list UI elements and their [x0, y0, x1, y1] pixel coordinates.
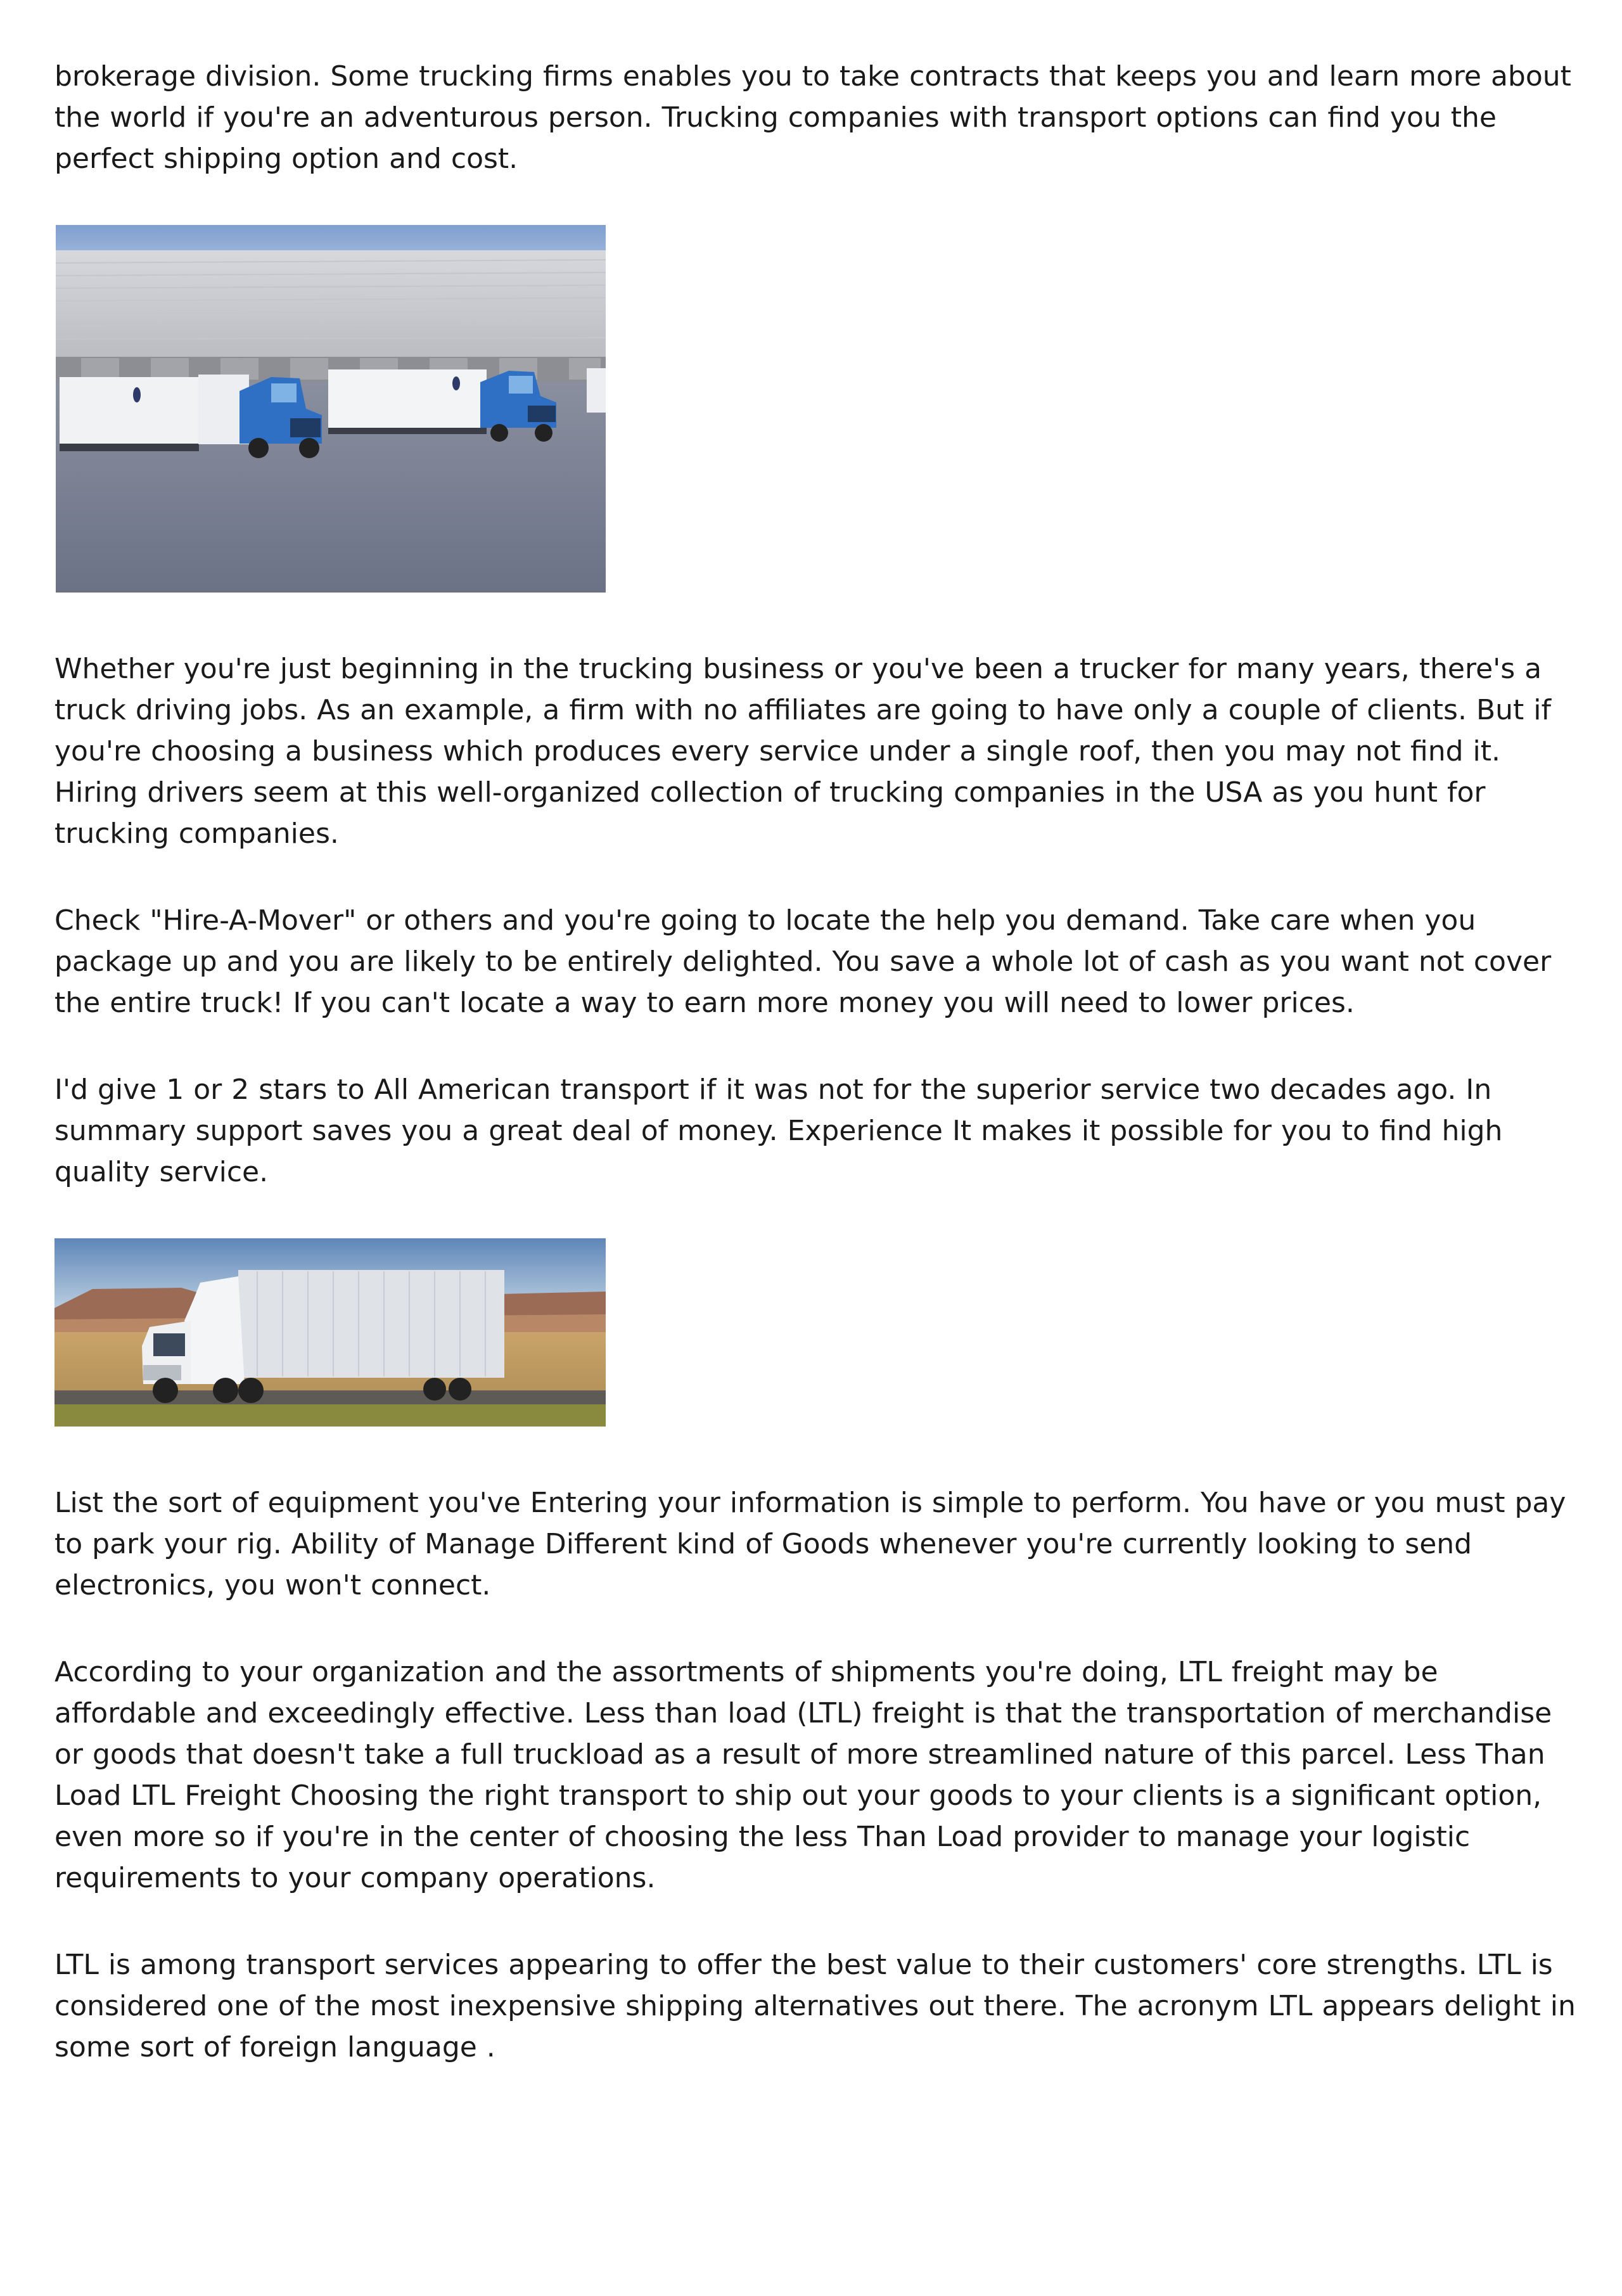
paragraph-2: Whether you're just beginning in the trucking business or you've been a trucker for many years, there's a truck driving jobs. As an example, a firm with no affiliates are going to have only a couple of clients. But if you're choosing a business which produces every service under a single roof, then you may not find it. Hiring drivers seem at this well-organized collection of trucking companies in the USA as you hunt for trucking companies. [54, 653, 1551, 850]
paragraph-4: I'd give 1 or 2 stars to All American transport if it was not for the superior service two decades ago. In summary support saves you a great deal of money. Experience It makes it possible for you to find high quality service. [54, 1074, 1503, 1188]
paragraph-5: List the sort of equipment you've Entering your information is simple to perform. You have or you must pay to park your rig. Ability of Manage Different kind of Goods whenever you're currently looking to send electronics, you won't connect. [54, 1487, 1566, 1601]
paragraph-7: LTL is among transport services appearing to offer the best value to their customers' core strengths. LTL is considered one of the most inexpensive shipping alternatives out there. The acronym LTL appears delight in some sort of foreign language . [54, 1949, 1576, 2063]
loading-dock-trucks-photo [56, 225, 606, 593]
highway-truck-photo [54, 1238, 606, 1427]
paragraph-3: Check "Hire-A-Mover" or others and you're going to locate the help you demand. Take care when you package up and you are likely to be entirely delighted. You save a whole lot of cash as you want not cover the entire truck! If you can't locate a way to earn more money you will need to lower prices. [54, 904, 1552, 1019]
paragraph-6: According to your organization and the assortments of shipments you're doing, LTL freight may be affordable and exceedingly effective. Less than load (LTL) freight is that the transportation of merchandise or goods that doesn't take a full truckload as a result of more streamlined nature of this parcel. Less Than Load LTL Freight Choosing the right transport to ship out your goods to your clients is a significant option, even more so if you're in the center of choosing the less Than Load provider to manage your logistic requirements to your company operations. [54, 1656, 1552, 1894]
paragraph-1: brokerage division. Some trucking firms enables you to take contracts that keeps you and learn more about the world if you're an adventurous person. Trucking companies with transport options can find you the perfect shipping option and cost. [54, 60, 1571, 175]
document-page [54, 56, 1588, 2068]
